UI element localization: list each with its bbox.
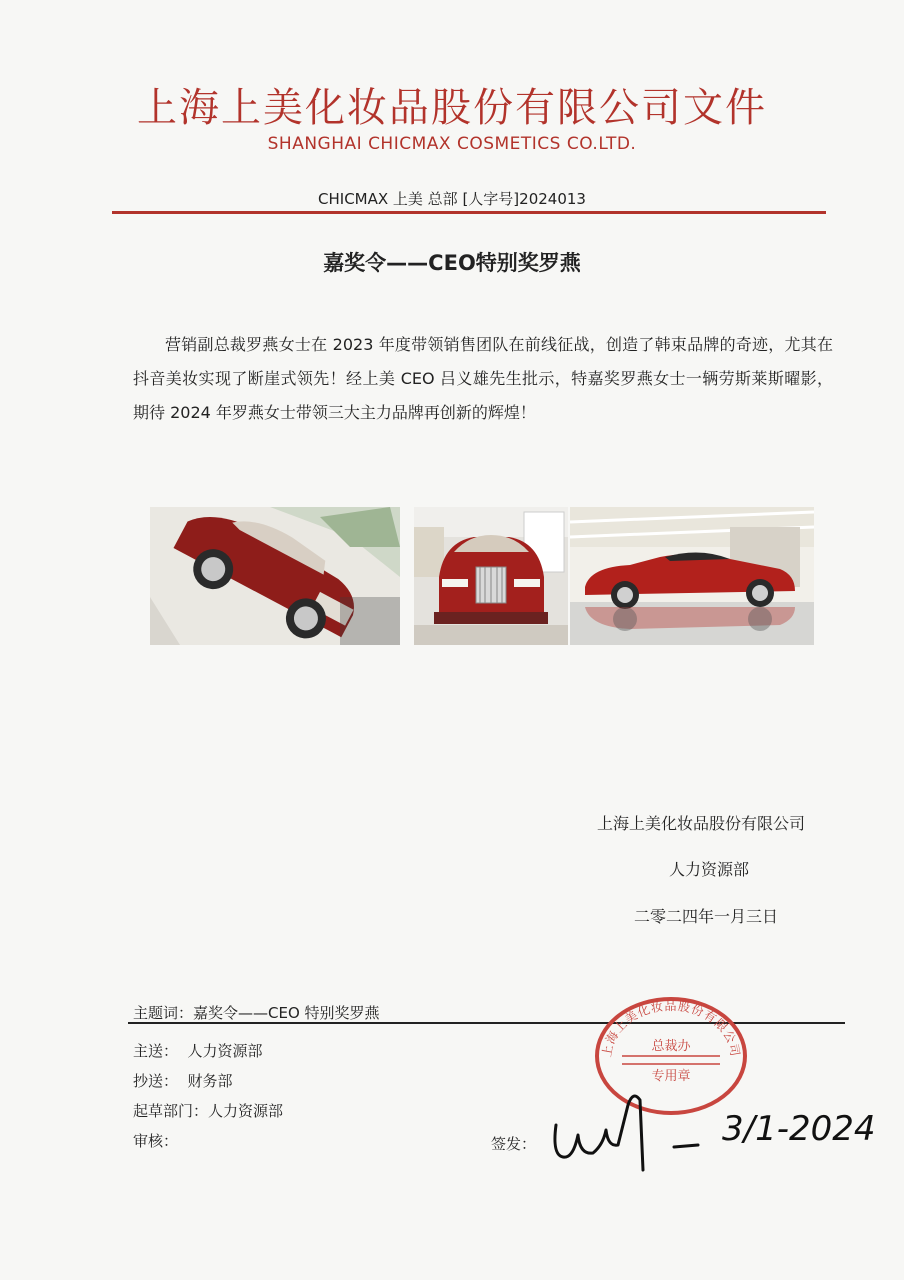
- stamp-inner-1: 总裁办: [651, 1039, 691, 1054]
- send-to: 主送： 人力资源部: [133, 1042, 263, 1060]
- drafting-department: 起草部门：人力资源部: [133, 1102, 284, 1120]
- review-label: 审核：: [133, 1132, 179, 1150]
- body-paragraph: 营销副总裁罗燕女士在 2023 年度带领销售团队在前线征战，创造了韩束品牌的奇迹，尤其在抖音美妆实现了断崖式领先！经上美 CEO 吕义雄先生批示，特嘉奖罗燕女士一辆劳斯莱斯曜影，期待 2024 年罗燕女士带领三大主力品牌再创新的辉煌！: [133, 335, 833, 422]
- stamp-ring-text: 上海上美化妆品股份有限公司: [599, 999, 743, 1059]
- document-number: CHICMAX 上美 总部 [人字号]2024013: [318, 190, 586, 208]
- document-title: 嘉奖令——CEO特别奖罗燕: [323, 251, 581, 275]
- signoff-date: 二零二四年一月三日: [634, 907, 779, 926]
- stamp-inner-2: 专用章: [651, 1069, 691, 1084]
- signoff-department: 人力资源部: [669, 860, 750, 879]
- handwritten-date: 3/1-2024: [722, 1109, 876, 1149]
- handwritten-signature: [548, 1085, 878, 1175]
- subject-line: 主题词：嘉奖令——CEO 特别奖罗燕: [133, 1004, 380, 1022]
- company-name-cn: 上海上美化妆品股份有限公司文件: [137, 85, 767, 131]
- cc: 抄送： 财务部: [133, 1072, 233, 1090]
- car-photo-2: [414, 507, 568, 645]
- car-photo-1: [150, 507, 400, 645]
- car-photo-3: [570, 507, 814, 645]
- company-name-en: SHANGHAI CHICMAX COSMETICS CO.LTD.: [267, 134, 637, 154]
- issue-label: 签发：: [491, 1135, 537, 1153]
- signoff-company: 上海上美化妆品股份有限公司: [597, 814, 806, 833]
- header-divider: [112, 211, 826, 214]
